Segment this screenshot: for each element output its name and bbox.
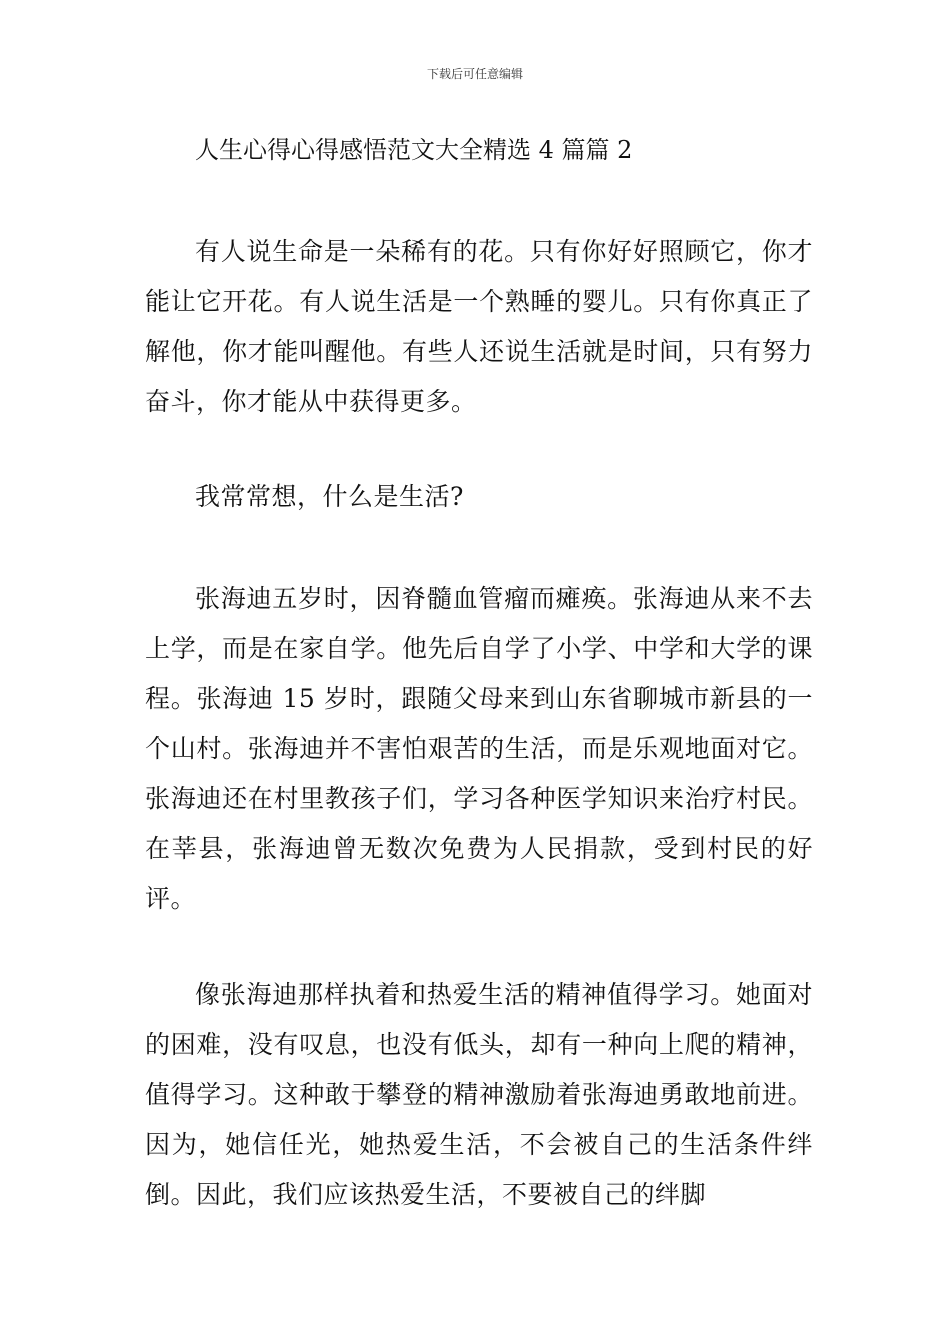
paragraph: 我常常想，什么是生活? — [195, 482, 464, 511]
header-note: 下载后可任意编辑 — [426, 67, 523, 81]
paragraph: 张海迪五岁时，因脊髓血管瘤而瘫痪。张海迪从来不去上学，而是在家自学。他先后自学了小学、中学和大学的课程。张海迪 15 岁时，跟随父母来到山东省聊城市新县的一个山村。张海迪并不害怕艰苦的生活，而是乐观地面对它。张海迪还在村里教孩子们，学习各种医学知识来治疗村民。在莘县，张海迪曾无数次免费为人民捐款，受到村民的好评。 — [145, 584, 813, 913]
paragraph: 有人说生命是一朵稀有的花。只有你好好照顾它，你才能让它开花。有人说生活是一个熟睡的婴儿。只有你真正了解他，你才能叫醒他。有些人还说生活就是时间，只有努力奋斗，你才能从中获得更多。 — [145, 237, 813, 416]
document-title: 人生心得心得感悟范文大全精选 4 篇篇 2 — [195, 136, 633, 164]
paragraph: 像张海迪那样执着和热爱生活的精神值得学习。她面对的困难，没有叹息，也没有低头，却有一种向上爬的精神，值得学习。这种敢于攀登的精神激励着张海迪勇敢地前进。因为，她信任光，她热爱生活，不会被自己的生活条件绊倒。因此，我们应该热爱生活，不要被自己的绊脚 — [145, 980, 813, 1209]
